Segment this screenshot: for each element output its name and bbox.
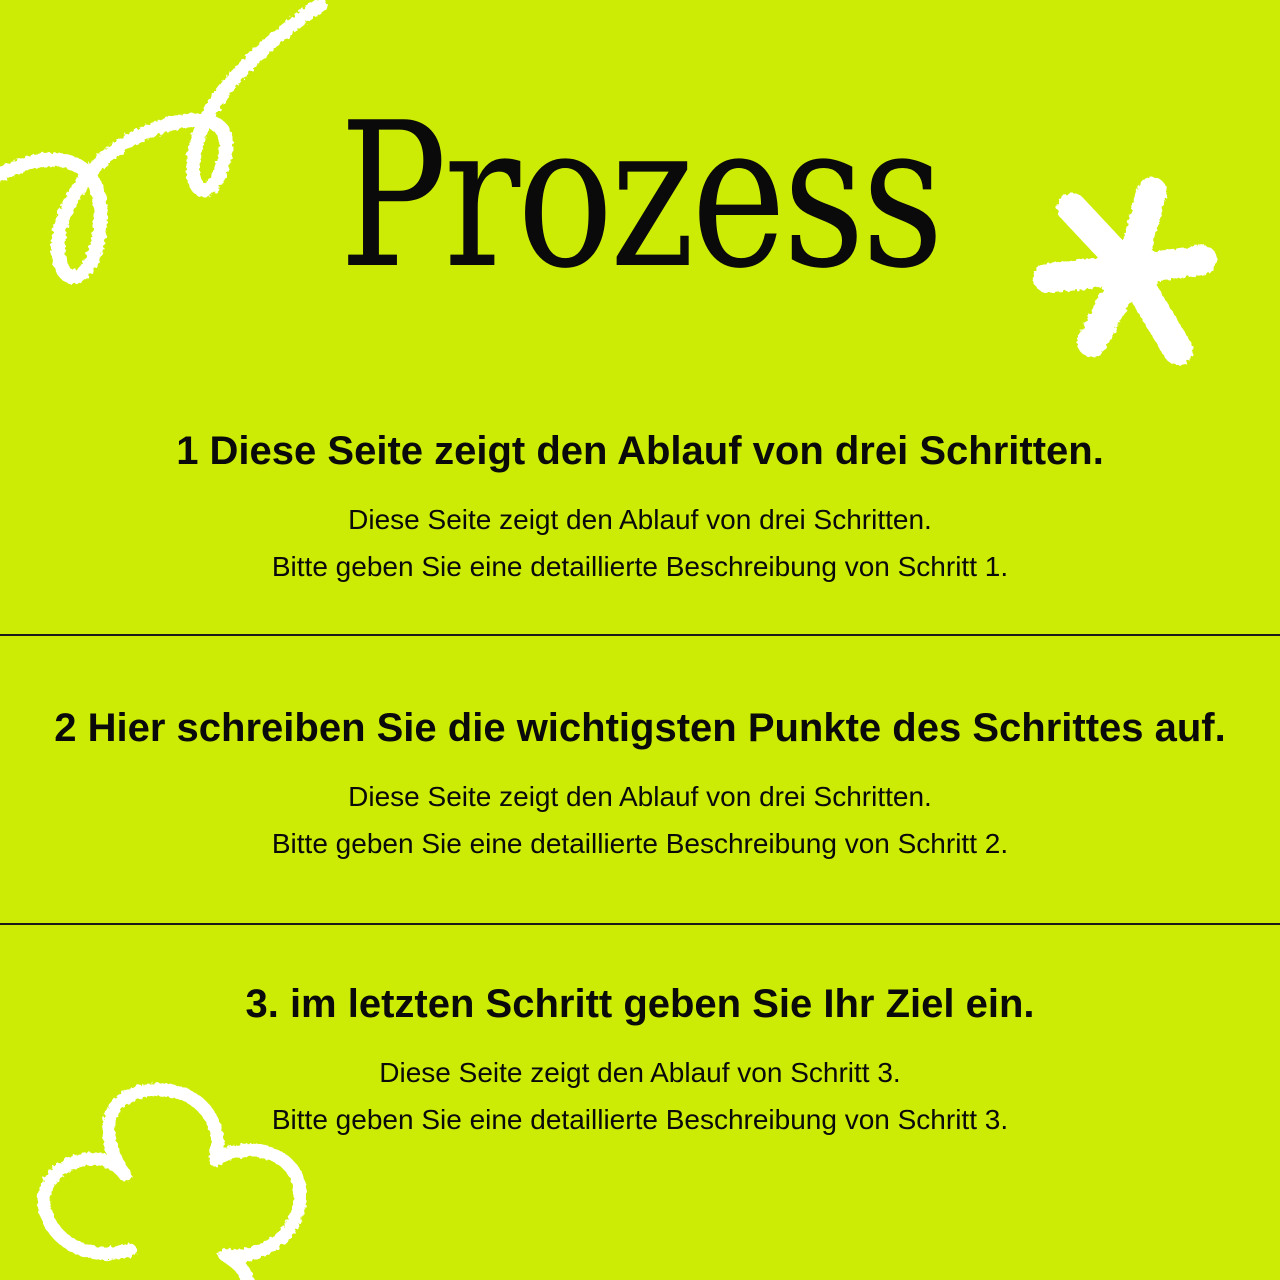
step-2 bbox=[0, 704, 1280, 867]
step-1-heading: 1 Diese Seite zeigt den Ablauf von drei Schritten. bbox=[176, 429, 1104, 473]
step-3-line-2: Bitte geben Sie eine detaillierte Beschreibung von Schritt 3. bbox=[271, 1104, 1009, 1135]
step-3 bbox=[0, 980, 1280, 1143]
step-3-line-1: Diese Seite zeigt den Ablauf von Schritt 3. bbox=[379, 1057, 901, 1088]
step-2-body bbox=[0, 773, 1280, 867]
step-1-body bbox=[0, 496, 1280, 590]
step-1 bbox=[0, 427, 1280, 590]
step-3-heading: 3. im letzten Schritt geben Sie Ihr Ziel ein. bbox=[245, 982, 1035, 1026]
step-2-line-1: Diese Seite zeigt den Ablauf von drei Schritten. bbox=[348, 781, 932, 812]
step-1-line-2: Bitte geben Sie eine detaillierte Beschreibung von Schritt 1. bbox=[271, 551, 1009, 582]
step-3-body bbox=[0, 1049, 1280, 1143]
step-2-heading: 2 Hier schreiben Sie die wichtigsten Punkte des Schrittes auf. bbox=[54, 706, 1226, 750]
page-title: Prozess bbox=[339, 80, 941, 313]
divider bbox=[0, 923, 1280, 925]
divider bbox=[0, 634, 1280, 636]
step-1-line-1: Diese Seite zeigt den Ablauf von drei Schritten. bbox=[348, 504, 932, 535]
step-2-line-2: Bitte geben Sie eine detaillierte Beschreibung von Schritt 2. bbox=[271, 828, 1009, 859]
